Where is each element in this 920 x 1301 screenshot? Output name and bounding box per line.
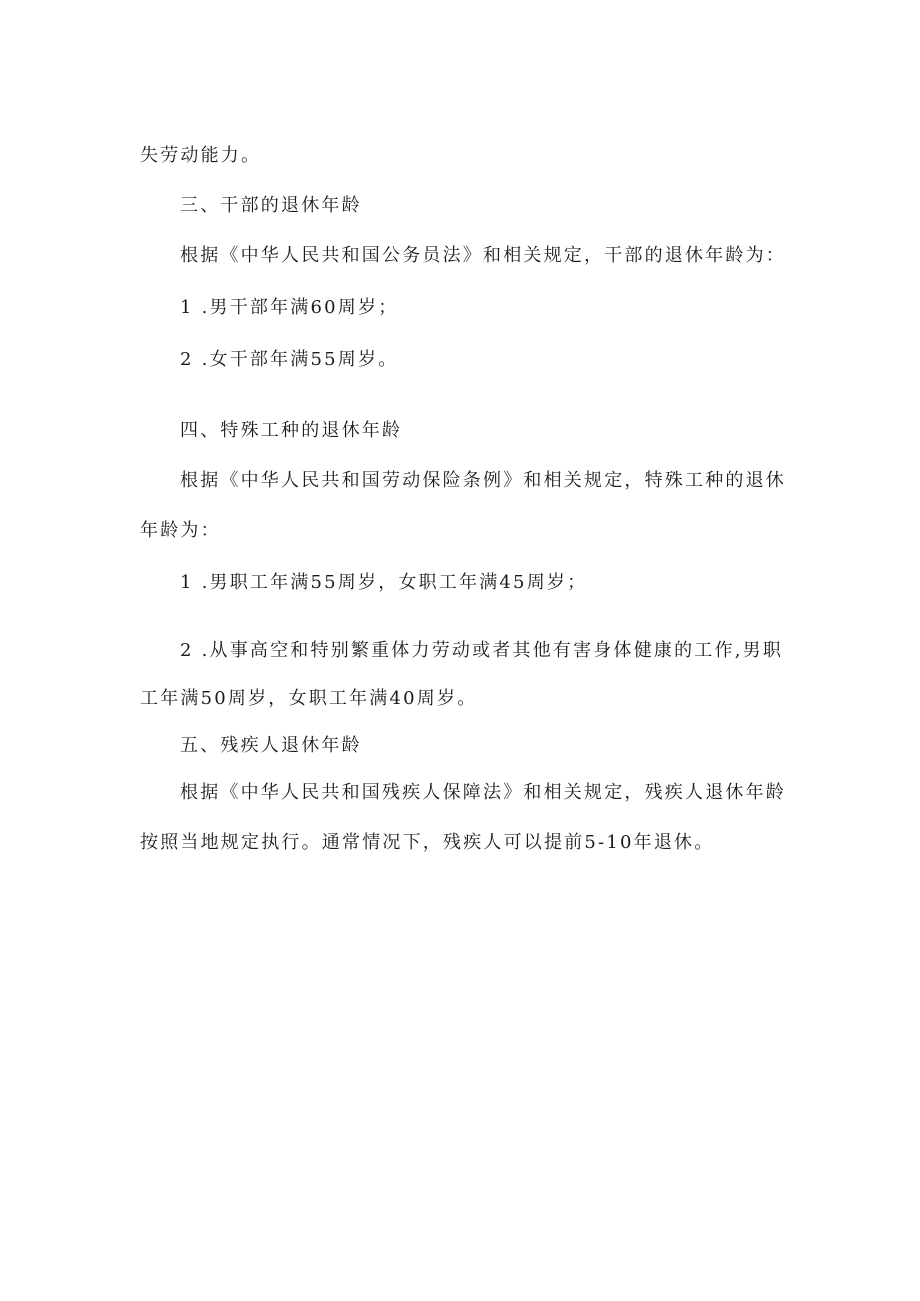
paragraph-special-jobs-line2: 年龄为：: [140, 520, 221, 541]
paragraph-continuation: 失劳动能力。: [140, 145, 262, 166]
list-item-special-jobs-1: 1 .男职工年满55周岁，女职工年满45周岁；: [180, 572, 588, 593]
section-heading-cadre-retirement: 三、干部的退休年龄: [180, 195, 362, 216]
list-item-female-cadre: 2 .女干部年满55周岁。: [180, 349, 399, 370]
paragraph-disabled-line1: 根据《中华人民共和国残疾人保障法》和相关规定，残疾人退休年龄: [180, 782, 786, 803]
paragraph-disabled-line2: 按照当地规定执行。通常情况下，残疾人可以提前5-10年退休。: [140, 832, 715, 853]
list-item-special-jobs-2-line1: 2 .从事高空和特别繁重体力劳动或者其他有害身体健康的工作,男职: [180, 640, 784, 661]
section-heading-disabled: 五、残疾人退休年龄: [180, 735, 362, 756]
paragraph-special-jobs-line1: 根据《中华人民共和国劳动保险条例》和相关规定，特殊工种的退休: [180, 470, 786, 491]
list-item-male-cadre: 1 .男干部年满60周岁；: [180, 297, 399, 318]
list-item-special-jobs-2-line2: 工年满50周岁，女职工年满40周岁。: [140, 688, 478, 709]
section-heading-special-jobs: 四、特殊工种的退休年龄: [180, 420, 403, 441]
paragraph-cadre-retirement: 根据《中华人民共和国公务员法》和相关规定，干部的退休年龄为：: [180, 245, 786, 266]
